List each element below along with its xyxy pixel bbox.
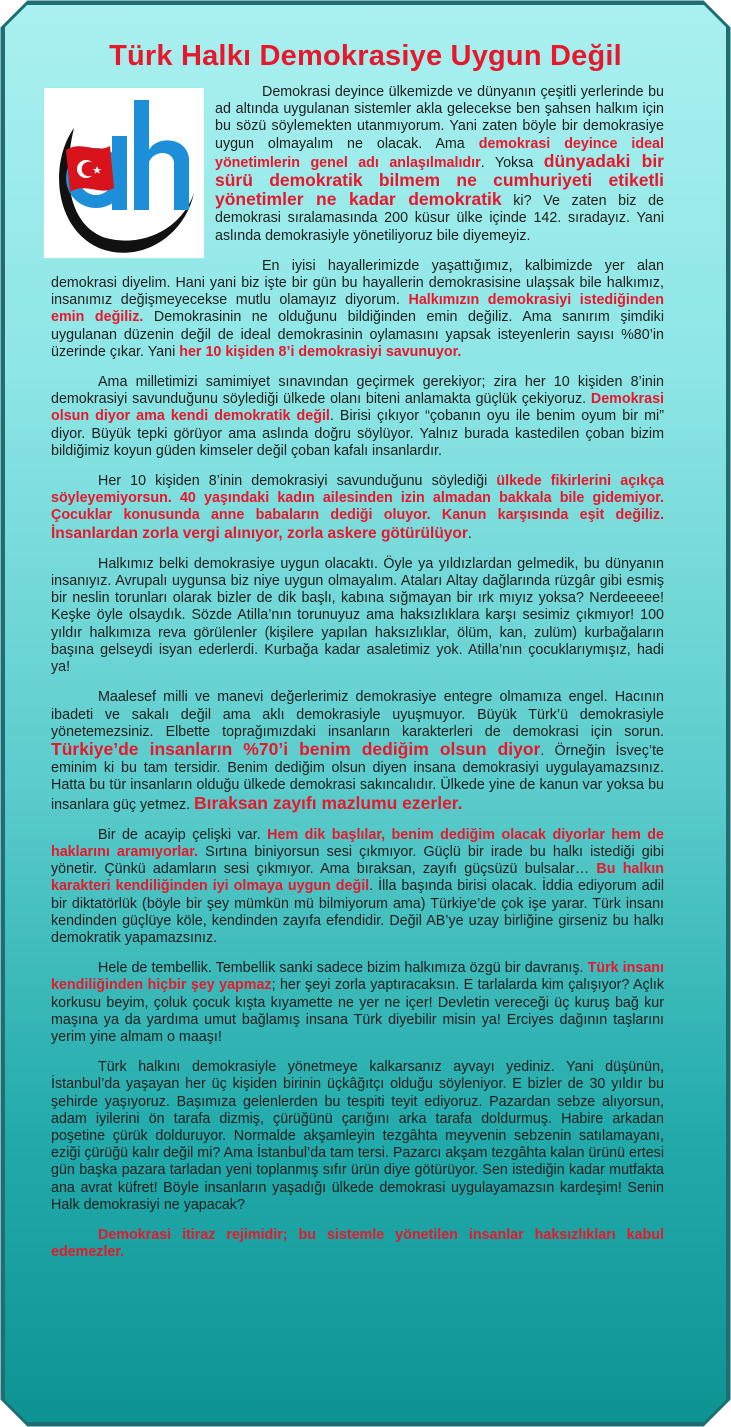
body-text: Her 10 kişiden 8’inin demokrasiyi savunduğunu söylediği: [98, 473, 497, 490]
body-text: Türk halkını demokrasiyle yönetmeye kalkarsanız ayvayı yediniz. Yani düşünün, İstanbul’da yaşayan her üç kişiden birinin üçkâğıtçı olduğu söyleniyor. E bizler de 30 yıldır bu şehirde yaşıyoruz. Başımıza gelenlerden bu tespiti teyit ediyoruz. Pazardan sebze alıyorsun, adam iyilerini ön tarafa dizmiş, çürüğünü çarığını arka tarafa doldurmuş. Habire arkadan poşetine çürük dolduruyor. Normalde akşamleyin tezgâhta meyvenin sebzenin satılamayanı, eziği çürüğü kalır değil mi? Ama İstanbul’da tam tersi. Pazarcı akşam tezgâhta kalan ürünü ertesi gün başka pazara tarladan yeni toplanmış sıfır ürün diye götürüyor. Sen istediğin kadar mutfakta ana avrat küfret! Böyle insanların yaşadığı ülkede demokrasi uygulayamazsın kardeşim! Senin Halk demokrasiyi ne yapacak?: [51, 1059, 664, 1213]
paragraph-7: [51, 827, 664, 947]
highlight-text: Türkiye’de insanların %70’i benim dediğim olsun diyor: [51, 738, 541, 759]
paragraph-9: [51, 1059, 664, 1214]
page-title: Türk Halkı Demokrasiye Uygun Değil: [109, 40, 622, 72]
logo-spacer: [51, 84, 215, 274]
body-text: Maalesef milli ve manevi değerlerimiz demokrasiye entegre olmamıza engel. Hacının ibadeti ve sakalı değil ama aklı demokrasiyle uyuşmuyor. Büyük Türk’ü demokrasiyle yönetemezsiniz. Elbette toprağımızdaki insanların karakterleri de demokrasi için sorun.: [51, 689, 664, 740]
highlight-text: Halkımızın demokrasiyi istediğinden emin değiliz.: [51, 292, 664, 326]
highlight-text: ülkede fikirlerini açıkça söyleyemiyorsun. 40 yaşındaki kadın ailesinden izin almadan bakkala bile gidemiyor. Çocuklar konusunda anne babaların dediği oluyor. Kanun karşısında eşit değiliz.: [51, 473, 664, 524]
highlight-text: Demokrasi olsun diyor ama kendi demokratik değil: [51, 391, 664, 425]
body-text: . Yoksa: [480, 154, 544, 171]
body-text: Bir de acayip çelişki var.: [98, 826, 268, 843]
body-text: Demokrasinin ne olduğunu bildiğinden emin değiliz. Ama sanırım şimdiki uygulanan düzenin değil de ideal demokrasinin oylamasını yapsak isteyenlerin sayısı %80’in üzerinde çıkar. Yani: [51, 309, 665, 360]
highlight-text: Türk insanı kendiliğinden hiçbir şey yapmaz: [51, 960, 664, 994]
body-text: . Örneğin İsveç’te eminim ki bu tam tersidir. Benim dediğim olsun diyen insana demokrasiyi uygulayamazsınız. Hatta bu tür insanların olduğu ülkede demokrasi sakıncalıdır. Ülkede yine de kanun var yoksa bu insanlara güç yetmez.: [51, 742, 664, 813]
body-text: ki? Ve zaten biz de demokrasi sıralamasında 200 küsur ülke içinde 142. sıradayız. Yani aslında demokrasiyle yönetiliyoruz bile diyemeyiz.: [215, 193, 665, 244]
highlight-text: demokrasi deyince ideal yönetimlerin genel adı anlaşılmalıdır: [215, 135, 664, 171]
highlight-text: İnsanlardan zorla vergi alınıyor, zorla askere götürülüyor: [51, 524, 468, 542]
paragraph-6: [51, 689, 664, 813]
paragraph-4: [51, 473, 664, 543]
highlight-text: Hem dik başlılar, benim dediğim olacak diyorlar hem de haklarını aramıyorlar.: [51, 826, 664, 860]
body-text: Hele de tembellik. Tembellik sanki sadece bizim halkımıza özgü bir davranış.: [98, 960, 588, 977]
body-text: Sırtına biniyorsun sesi çıkmıyor. Güçlü bir irade bu halkı istediği gibi yönetir. Çünkü adamların sesi çıkmıyor. Ama bıraksan, zayıfı güçsüzü bulsalar…: [51, 843, 664, 878]
article-body: [51, 84, 664, 1274]
body-text: .: [467, 525, 472, 542]
highlight-text: Bıraksan zayıfı mazlumu ezerler.: [194, 792, 463, 813]
body-text: ; her şeyi zorla yaptıracaksın. E tarlalarda kim çalışıyor? Açlık korkusu beyim, çoluk çocuk kışta kıyamette ne yer ne içer! Devletin vereceği üç kuruş bağ kur maşına ya da yardıma umut bağlamış insana Türk diyebilir misin ya! Erciyes dağının taşlarını yerim yine almam o maaşı!: [51, 977, 664, 1045]
paragraph-8: [51, 960, 664, 1046]
body-text: Halkımız belki demokrasiye uygun olacaktı. Öyle ya yıldızlardan gelmedik, bu dünyanın insanıyız. Avrupalı uygunsa biz niye uygun olmayalım. Ataları Altay dağlarında rüzgâr gibi esmiş bir neslin torunları olarak bizler de dik başlı, kabına sığmayan bir ırk mıyız yoksa? Nerdeeeee! Keşke öyle olsaydık. Sözde Atilla’nın torunuyuz ama haksızlıklara karşı sesimiz çıkmıyor! 100 yıldır halkımıza reva görülenler (kişilere yapılan haksızlıklar, ölüm, kan, zulüm) kurbağaların başına gelseydi isyan ederlerdi. Kurbağa kadar asaletimiz yok. Atilla’nın çocuklarıymışız, hadi ya!: [51, 555, 664, 676]
highlight-text: Demokrasi itiraz rejimidir; bu sistemle yönetilen insanlar haksızlıkları kabul edemezler.: [51, 1226, 664, 1261]
body-text: En iyisi hayallerimizde yaşattığımız, kalbimizde yer alan demokrasi diyelim. Hani yani biz işte bir gün bu hayallerin demokrasisine ulaşsak bile halkımız, insanımız değişmeyecekse mutlu olamayız diyorum.: [51, 257, 664, 309]
body-text: Demokrasi deyince ülkemizde ve dünyanın çeşitli yerlerinde bu ad altında uygulanan sistemler akla gelecekse ben şahsen halkım için bu sözü söylemekten utanmıyorum. Yani zaten böyle bir demokrasiye uygun olmayalım ne olacak. Ama: [215, 84, 664, 152]
paragraph-3: [51, 374, 664, 460]
highlight-text: Bu halkın karakteri kendiliğinden iyi olmaya uygun değil: [51, 861, 665, 895]
paragraph-5: [51, 556, 664, 676]
paragraph-10: [51, 1227, 664, 1261]
body-text: . Birisi çıkıyor “çobanın oyu ile benim oyum bir mi” diyor. Büyük tepki görüyor ama aslında doğru söylüyor. Yalnız burada kastedilen çoban bizim bildiğimiz koyun güden kimseler değil çoban kafalı insanlardır.: [51, 408, 664, 459]
body-text: Ama milletimizi samimiyet sınavından geçirmek gerekiyor; zira her 10 kişiden 8’inin demokrasiyi savunduğunu söylediği ülkede olanı biteni anlamakta güçlük çekiyoruz.: [51, 374, 664, 408]
highlight-text: her 10 kişiden 8’i demokrasiyi savunuyor.: [179, 343, 462, 360]
body-text: . İlla başında birisi olacak. İddia ediyorum adil bir diktatörlük (böyle bir şey mümkün mü bilmiyorum ama) Türkiye’de çok işe yarar. Türk insanı kendinden güçlüye köle, kendinden zayıfa efendidir. Değil AB’ye uzay birliğine girseniz bu halkı demokratik yapamazsınız.: [51, 878, 664, 946]
highlight-text: dünyadaki bir sürü demokratik bilmem ne cumhuriyeti etiketli yönetimler ne kadar demokratik: [215, 150, 664, 210]
